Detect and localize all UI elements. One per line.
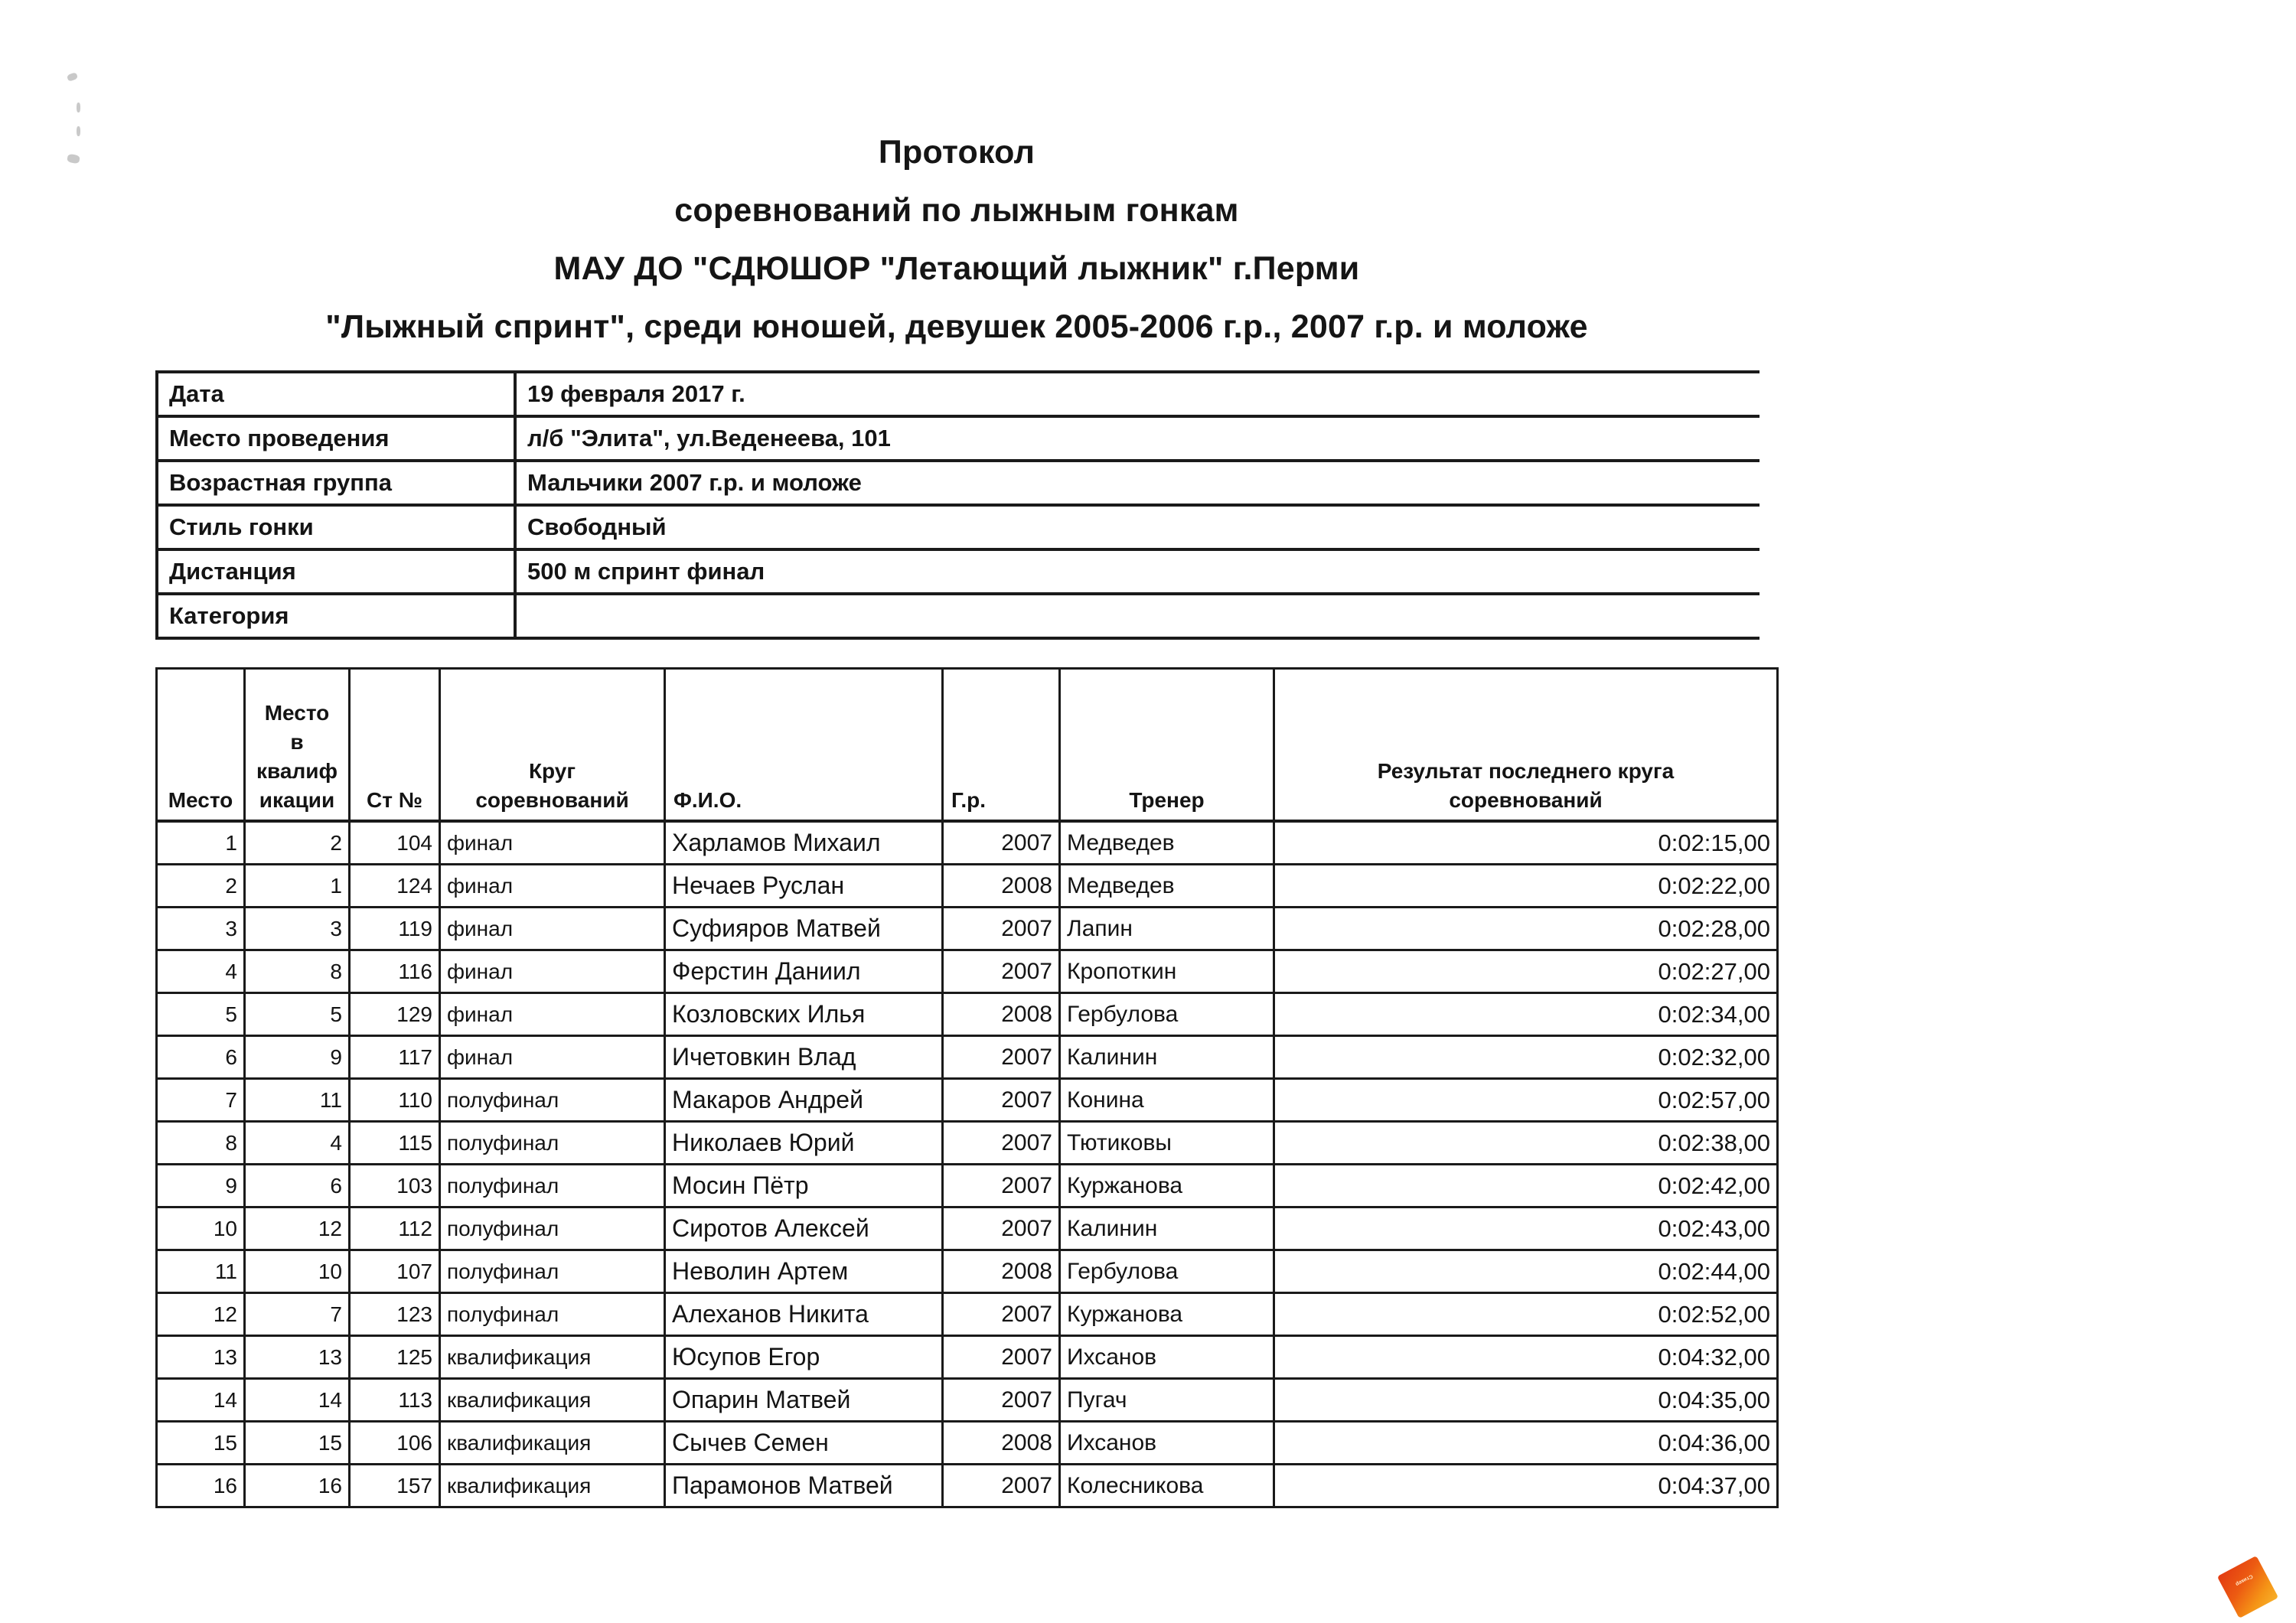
cell-coach: Тютиковы bbox=[1060, 1122, 1274, 1165]
info-label-age-group: Возрастная группа bbox=[157, 461, 515, 505]
cell-birth-year: 2008 bbox=[943, 865, 1060, 908]
cell-full-name: Ичетовкин Влад bbox=[665, 1036, 943, 1079]
table-row bbox=[157, 1336, 1778, 1379]
cell-place: 16 bbox=[157, 1465, 245, 1507]
cell-birth-year: 2008 bbox=[943, 993, 1060, 1036]
info-label-venue: Место проведения bbox=[157, 416, 515, 461]
cell-coach: Колесникова bbox=[1060, 1465, 1274, 1507]
cell-place: 11 bbox=[157, 1250, 245, 1293]
cell-coach: Ихсанов bbox=[1060, 1422, 1274, 1465]
info-row-age-group bbox=[157, 461, 1760, 505]
info-value-venue: л/б "Элита", ул.Веденеева, 101 bbox=[515, 416, 1760, 461]
cell-bib-number: 119 bbox=[350, 908, 440, 950]
cell-place: 14 bbox=[157, 1379, 245, 1422]
cell-coach: Медведев bbox=[1060, 821, 1274, 865]
cell-qualification-place: 7 bbox=[245, 1293, 350, 1336]
cell-coach: Куржанова bbox=[1060, 1293, 1274, 1336]
cell-birth-year: 2007 bbox=[943, 1079, 1060, 1122]
info-label-race-style: Стиль гонки bbox=[157, 505, 515, 549]
document-title-block bbox=[0, 129, 1913, 350]
table-row bbox=[157, 950, 1778, 993]
cell-bib-number: 129 bbox=[350, 993, 440, 1036]
cell-bib-number: 112 bbox=[350, 1207, 440, 1250]
scan-artifact-speck bbox=[77, 103, 80, 112]
cell-bib-number: 116 bbox=[350, 950, 440, 993]
info-row-venue bbox=[157, 416, 1760, 461]
event-info-table bbox=[155, 370, 1760, 640]
info-value-date: 19 февраля 2017 г. bbox=[515, 372, 1760, 416]
cell-bib-number: 124 bbox=[350, 865, 440, 908]
cell-full-name: Юсупов Егор bbox=[665, 1336, 943, 1379]
event-info-body bbox=[157, 372, 1760, 638]
cell-qualification-place: 16 bbox=[245, 1465, 350, 1507]
cell-result: 0:04:32,00 bbox=[1274, 1336, 1778, 1379]
cell-bib-number: 115 bbox=[350, 1122, 440, 1165]
results-table-body bbox=[157, 821, 1778, 1507]
cell-full-name: Алеханов Никита bbox=[665, 1293, 943, 1336]
scan-artifact-speck bbox=[67, 72, 78, 82]
cell-result: 0:02:34,00 bbox=[1274, 993, 1778, 1036]
info-label-distance: Дистанция bbox=[157, 549, 515, 594]
cell-birth-year: 2007 bbox=[943, 1379, 1060, 1422]
results-table bbox=[155, 667, 1779, 1508]
cell-result: 0:02:42,00 bbox=[1274, 1165, 1778, 1207]
table-row bbox=[157, 1293, 1778, 1336]
cell-result: 0:02:15,00 bbox=[1274, 821, 1778, 865]
cell-round: финал bbox=[440, 821, 665, 865]
cell-round: полуфинал bbox=[440, 1165, 665, 1207]
table-row bbox=[157, 908, 1778, 950]
cell-coach: Ихсанов bbox=[1060, 1336, 1274, 1379]
cell-birth-year: 2007 bbox=[943, 1207, 1060, 1250]
cell-bib-number: 110 bbox=[350, 1079, 440, 1122]
round-header-line-2: соревнований bbox=[475, 788, 629, 812]
cell-place: 4 bbox=[157, 950, 245, 993]
cell-round: полуфинал bbox=[440, 1293, 665, 1336]
cell-result: 0:02:28,00 bbox=[1274, 908, 1778, 950]
cell-round: финал bbox=[440, 908, 665, 950]
cell-round: финал bbox=[440, 865, 665, 908]
cell-round: финал bbox=[440, 1036, 665, 1079]
cell-full-name: Опарин Матвей bbox=[665, 1379, 943, 1422]
info-value-category bbox=[515, 594, 1760, 638]
cell-round: финал bbox=[440, 950, 665, 993]
cell-qualification-place: 5 bbox=[245, 993, 350, 1036]
cell-result: 0:02:38,00 bbox=[1274, 1122, 1778, 1165]
cell-birth-year: 2007 bbox=[943, 1165, 1060, 1207]
cell-result: 0:02:43,00 bbox=[1274, 1207, 1778, 1250]
table-row bbox=[157, 1036, 1778, 1079]
cell-coach: Куржанова bbox=[1060, 1165, 1274, 1207]
cell-coach: Калинин bbox=[1060, 1207, 1274, 1250]
info-row-category bbox=[157, 594, 1760, 638]
cell-coach: Гербулова bbox=[1060, 1250, 1274, 1293]
results-table-head bbox=[157, 669, 1778, 822]
cell-coach: Кропоткин bbox=[1060, 950, 1274, 993]
column-header-place: Место bbox=[157, 669, 245, 822]
cell-full-name: Нечаев Руслан bbox=[665, 865, 943, 908]
cell-result: 0:02:27,00 bbox=[1274, 950, 1778, 993]
cell-full-name: Суфияров Матвей bbox=[665, 908, 943, 950]
column-header-result bbox=[1274, 669, 1778, 822]
column-header-round bbox=[440, 669, 665, 822]
info-value-age-group: Мальчики 2007 г.р. и моложе bbox=[515, 461, 1760, 505]
cell-birth-year: 2007 bbox=[943, 1336, 1060, 1379]
cell-round: квалификация bbox=[440, 1422, 665, 1465]
cell-place: 9 bbox=[157, 1165, 245, 1207]
table-row bbox=[157, 1207, 1778, 1250]
cell-place: 15 bbox=[157, 1422, 245, 1465]
cell-result: 0:04:37,00 bbox=[1274, 1465, 1778, 1507]
cell-full-name: Николаев Юрий bbox=[665, 1122, 943, 1165]
cell-bib-number: 103 bbox=[350, 1165, 440, 1207]
cell-qualification-place: 15 bbox=[245, 1422, 350, 1465]
column-header-birth-year: Г.р. bbox=[943, 669, 1060, 822]
round-header-line-1: Круг bbox=[528, 759, 576, 783]
cell-place: 2 bbox=[157, 865, 245, 908]
results-header-row bbox=[157, 669, 1778, 822]
cell-qualification-place: 2 bbox=[245, 821, 350, 865]
cell-birth-year: 2007 bbox=[943, 950, 1060, 993]
cell-full-name: Парамонов Матвей bbox=[665, 1465, 943, 1507]
cell-bib-number: 157 bbox=[350, 1465, 440, 1507]
result-header-line-2: соревнований bbox=[1449, 788, 1603, 812]
cell-coach: Гербулова bbox=[1060, 993, 1274, 1036]
cell-place: 7 bbox=[157, 1079, 245, 1122]
column-header-qualification-place bbox=[245, 669, 350, 822]
cell-result: 0:02:57,00 bbox=[1274, 1079, 1778, 1122]
table-row bbox=[157, 1422, 1778, 1465]
cell-coach: Пугач bbox=[1060, 1379, 1274, 1422]
cell-qualification-place: 9 bbox=[245, 1036, 350, 1079]
cell-coach: Конина bbox=[1060, 1079, 1274, 1122]
table-row bbox=[157, 1122, 1778, 1165]
cell-coach: Лапин bbox=[1060, 908, 1274, 950]
cell-result: 0:04:36,00 bbox=[1274, 1422, 1778, 1465]
qual-header-line-3: квалиф bbox=[256, 759, 338, 783]
cell-round: полуфинал bbox=[440, 1079, 665, 1122]
cell-result: 0:02:52,00 bbox=[1274, 1293, 1778, 1336]
subtitle-line-3: "Лыжный спринт", среди юношей, девушек 2005-2006 г.р., 2007 г.р. и моложе bbox=[325, 308, 1588, 345]
cell-bib-number: 117 bbox=[350, 1036, 440, 1079]
cell-qualification-place: 12 bbox=[245, 1207, 350, 1250]
cell-round: финал bbox=[440, 993, 665, 1036]
table-row bbox=[157, 1250, 1778, 1293]
cell-bib-number: 113 bbox=[350, 1379, 440, 1422]
cell-bib-number: 104 bbox=[350, 821, 440, 865]
cell-birth-year: 2007 bbox=[943, 821, 1060, 865]
cell-birth-year: 2007 bbox=[943, 1293, 1060, 1336]
info-row-distance bbox=[157, 549, 1760, 594]
table-row bbox=[157, 1165, 1778, 1207]
column-header-coach: Тренер bbox=[1060, 669, 1274, 822]
cell-result: 0:02:44,00 bbox=[1274, 1250, 1778, 1293]
table-row bbox=[157, 1079, 1778, 1122]
cell-birth-year: 2007 bbox=[943, 1036, 1060, 1079]
cell-birth-year: 2007 bbox=[943, 1465, 1060, 1507]
page-title: Протокол bbox=[878, 134, 1035, 171]
cell-result: 0:02:22,00 bbox=[1274, 865, 1778, 908]
cell-full-name: Козловских Илья bbox=[665, 993, 943, 1036]
cell-qualification-place: 4 bbox=[245, 1122, 350, 1165]
cell-place: 8 bbox=[157, 1122, 245, 1165]
table-row bbox=[157, 1465, 1778, 1507]
cell-full-name: Харламов Михаил bbox=[665, 821, 943, 865]
orange-sticker-artifact bbox=[2217, 1556, 2278, 1618]
cell-qualification-place: 13 bbox=[245, 1336, 350, 1379]
cell-qualification-place: 6 bbox=[245, 1165, 350, 1207]
cell-qualification-place: 10 bbox=[245, 1250, 350, 1293]
cell-bib-number: 106 bbox=[350, 1422, 440, 1465]
subtitle-line-2: МАУ ДО "СДЮШОР "Летающий лыжник" г.Перми bbox=[553, 250, 1360, 287]
cell-full-name: Макаров Андрей bbox=[665, 1079, 943, 1122]
cell-round: полуфинал bbox=[440, 1207, 665, 1250]
cell-round: полуфинал bbox=[440, 1122, 665, 1165]
info-label-category: Категория bbox=[157, 594, 515, 638]
table-row bbox=[157, 865, 1778, 908]
cell-place: 12 bbox=[157, 1293, 245, 1336]
cell-full-name: Мосин Пётр bbox=[665, 1165, 943, 1207]
cell-coach: Калинин bbox=[1060, 1036, 1274, 1079]
cell-qualification-place: 3 bbox=[245, 908, 350, 950]
info-value-distance: 500 м спринт финал bbox=[515, 549, 1760, 594]
cell-qualification-place: 8 bbox=[245, 950, 350, 993]
info-label-date: Дата bbox=[157, 372, 515, 416]
info-row-date bbox=[157, 372, 1760, 416]
table-row bbox=[157, 993, 1778, 1036]
cell-round: полуфинал bbox=[440, 1250, 665, 1293]
cell-birth-year: 2008 bbox=[943, 1422, 1060, 1465]
cell-result: 0:02:32,00 bbox=[1274, 1036, 1778, 1079]
subtitle-line-1: соревнований по лыжным гонкам bbox=[674, 192, 1239, 229]
cell-birth-year: 2007 bbox=[943, 1122, 1060, 1165]
cell-qualification-place: 11 bbox=[245, 1079, 350, 1122]
cell-birth-year: 2007 bbox=[943, 908, 1060, 950]
cell-qualification-place: 1 bbox=[245, 865, 350, 908]
cell-place: 1 bbox=[157, 821, 245, 865]
info-value-race-style: Свободный bbox=[515, 505, 1760, 549]
cell-place: 6 bbox=[157, 1036, 245, 1079]
cell-round: квалификация bbox=[440, 1379, 665, 1422]
cell-place: 3 bbox=[157, 908, 245, 950]
cell-place: 5 bbox=[157, 993, 245, 1036]
cell-full-name: Сиротов Алексей bbox=[665, 1207, 943, 1250]
sticker-label: Стикер bbox=[2234, 1572, 2254, 1587]
cell-place: 10 bbox=[157, 1207, 245, 1250]
result-header-line-1: Результат последнего круга bbox=[1377, 759, 1675, 783]
cell-result: 0:04:35,00 bbox=[1274, 1379, 1778, 1422]
qual-header-line-4: икации bbox=[259, 788, 335, 812]
cell-full-name: Ферстин Даниил bbox=[665, 950, 943, 993]
table-row bbox=[157, 1379, 1778, 1422]
cell-coach: Медведев bbox=[1060, 865, 1274, 908]
cell-birth-year: 2008 bbox=[943, 1250, 1060, 1293]
cell-qualification-place: 14 bbox=[245, 1379, 350, 1422]
cell-round: квалификация bbox=[440, 1465, 665, 1507]
cell-round: квалификация bbox=[440, 1336, 665, 1379]
cell-full-name: Сычев Семен bbox=[665, 1422, 943, 1465]
cell-bib-number: 125 bbox=[350, 1336, 440, 1379]
info-row-race-style bbox=[157, 505, 1760, 549]
table-row bbox=[157, 821, 1778, 865]
cell-full-name: Неволин Артем bbox=[665, 1250, 943, 1293]
cell-bib-number: 107 bbox=[350, 1250, 440, 1293]
qual-header-line-1: Место bbox=[264, 701, 330, 725]
cell-place: 13 bbox=[157, 1336, 245, 1379]
column-header-full-name: Ф.И.О. bbox=[665, 669, 943, 822]
cell-bib-number: 123 bbox=[350, 1293, 440, 1336]
qual-header-line-2: в bbox=[290, 730, 304, 754]
column-header-bib-number: Ст № bbox=[350, 669, 440, 822]
